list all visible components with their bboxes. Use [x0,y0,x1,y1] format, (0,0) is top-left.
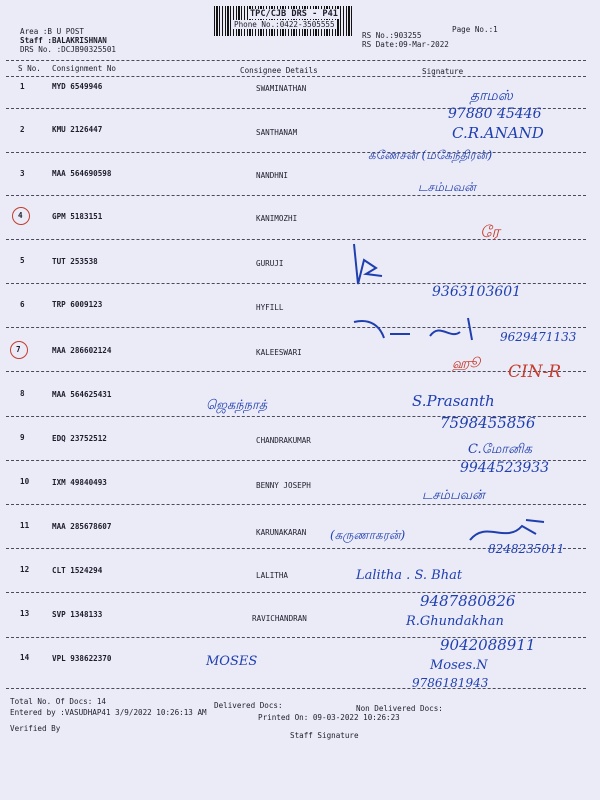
staff-label: Staff :BALAKRISHNAN [20,36,107,45]
verified-by: Verified By [10,724,61,733]
row-consignee: KALEESWARI [256,348,302,357]
signature-tamil: டசம்பவன் [418,180,476,194]
row-sno: 5 [20,256,25,265]
row-divider [6,195,586,196]
row-consignment: GPM 5183151 [52,212,103,221]
rs-number: RS No.:903255 [362,31,422,40]
handwritten-name: MOSES [206,654,258,669]
signature-mark: ஹூ [452,356,480,372]
handwritten-phone: 7598455856 [440,414,536,432]
row-consignment: MAA 564690598 [52,169,112,178]
row-consignment: TRP 6009123 [52,300,103,309]
col-sno: S No. [18,64,41,73]
row-consignment: MAA 564625431 [52,390,112,399]
handwritten-phone: 9487880826 [420,592,516,610]
signature-tamil: கணேசன் (மகேந்திரன்) [368,148,493,162]
signature-tamil: தாமஸ் [470,88,513,104]
divider [6,60,586,61]
col-signature: Signature [422,67,464,76]
printed-on: Printed On: 09-03-2022 10:26:23 [258,713,400,722]
row-sno: 3 [20,169,25,178]
row-divider [6,152,586,153]
handwritten-name: Moses.N [430,658,488,673]
row-consignee: CHANDRAKUMAR [256,436,311,445]
row-consignee: GURUJI [256,259,284,268]
row-consignment: SVP 1348133 [52,610,103,619]
divider [6,688,586,689]
col-consignee: Consignee Details [240,66,318,75]
row-consignment: EDQ 23752512 [52,434,107,443]
page-number: Page No.:1 [452,25,498,34]
row-consignment: CLT 1524294 [52,566,103,575]
row-consignment: KMU 2126447 [52,125,103,134]
handwritten-name: C.R.ANAND [452,124,544,142]
row-sno: 13 [20,609,30,618]
staff-signature-label: Staff Signature [290,731,359,740]
row-sno: 10 [20,477,30,486]
row-divider [6,371,586,372]
signature-scribble [346,240,386,288]
row-consignment: MYD 6549946 [52,82,103,91]
area-label: Area :B U POST [20,27,85,36]
row-consignee: BENNY JOSEPH [256,481,311,490]
row-sno: 8 [20,389,25,398]
signature-mark: ரே [480,222,500,241]
total-docs: Total No. Of Docs: 14 [10,697,107,706]
handwritten-phone: 9944523933 [460,460,550,476]
handwritten-phone: 9629471133 [500,330,577,344]
drs-number: DRS No. :DCJB90325501 [20,45,117,54]
row-consignee: SANTHANAM [256,128,298,137]
entered-by: Entered by :VASUDHAP41 3/9/2022 10:26:13 AM [10,708,207,717]
phone-number: Phone No.:0422-3505555 [234,20,335,29]
delivered-docs: Delivered Docs: [214,701,283,710]
handwritten-name: C.மோனிக [468,442,532,457]
row-consignment: MAA 286602124 [52,346,112,355]
handwritten-phone: 9363103601 [432,284,522,300]
row-consignment: MAA 285678607 [52,522,112,531]
row-sno: 1 [20,82,25,91]
signature-tamil: ஜெகந்நாத் [206,398,268,413]
handwritten-note: CIN-R [508,362,562,382]
handwritten-name: Lalitha . S. Bhat [356,568,463,583]
row-consignment: VPL 938622370 [52,654,112,663]
row-sno: 2 [20,125,25,134]
signature-scribble [350,312,500,344]
non-delivered-docs: Non Delivered Docs: [356,704,443,713]
handwritten-name: S.Prasanth [412,392,495,410]
row-consignee: NANDHNI [256,171,289,180]
row-divider [6,504,586,505]
row-consignee: LALITHA [256,571,289,580]
row-sno: 11 [20,521,30,530]
row-consignee: HYFILL [256,303,284,312]
row-sno: 14 [20,653,30,662]
row-consignee: SWAMINATHAN [256,84,307,93]
row-consignee: RAVICHANDRAN [252,614,307,623]
rs-date: RS Date:09-Mar-2022 [362,40,449,49]
row-sno: 4 [18,211,23,220]
report-title: TPC/CJB DRS - P41 [250,9,338,19]
col-consignment: Consignment No [52,64,117,73]
row-consignee: KARUNAKARAN [256,528,307,537]
row-consignee: KANIMOZHI [256,214,298,223]
handwritten-phone: 8248235011 [488,542,565,556]
row-sno: 12 [20,565,30,574]
handwritten-phone: 97880 45446 [448,106,542,122]
row-consignment: TUT 253538 [52,257,98,266]
row-sno: 9 [20,433,25,442]
divider [6,76,586,77]
signature-tamil: டசம்பவன் [422,488,485,503]
handwritten-phone: 9042088911 [440,636,536,654]
handwritten-name: R.Ghundakhan [406,614,504,629]
row-sno: 6 [20,300,25,309]
row-sno: 7 [16,345,21,354]
handwritten-phone: 9786181943 [412,676,489,690]
row-consignment: IXM 49840493 [52,478,107,487]
signature-tamil: (கருணாகரன்) [330,528,406,542]
